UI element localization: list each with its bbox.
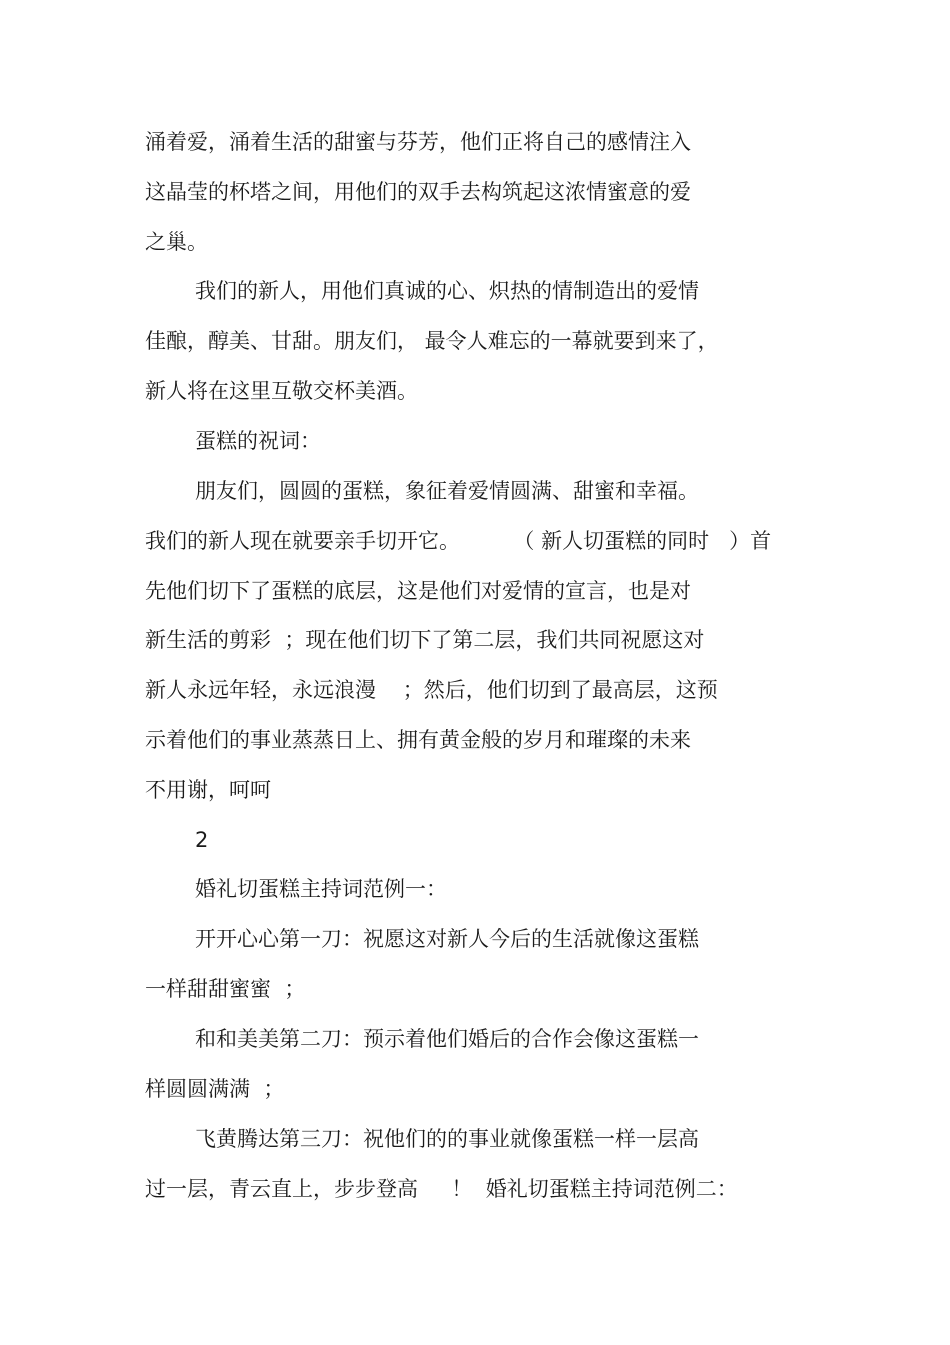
text-line: 先他们切下了蛋糕的底层，这是他们对爱情的宣言，也是对: [145, 579, 691, 603]
text-line: 佳酿，醇美、甘甜。朋友们， 最令人难忘的一幕就要到来了，: [145, 329, 719, 353]
text-line: 示着他们的事业蒸蒸日上、拥有黄金般的岁月和璀璨的未来: [145, 728, 691, 752]
paragraph-start-line: 飞黄腾达第三刀：祝他们的的事业就像蛋糕一样一层高: [195, 1127, 699, 1151]
text-line: 新生活的剪彩 ；现在他们切下了第二层，我们共同祝愿这对: [145, 628, 705, 652]
section-heading-cake-blessing: 蛋糕的祝词：: [195, 429, 321, 453]
paragraph-start-line: 我们的新人，用他们真诚的心、炽热的情制造出的爱情: [195, 279, 699, 303]
text-line: 我们的新人现在就要亲手切开它。 （ 新人切蛋糕的同时 ）首: [145, 529, 772, 553]
section-heading-example-one: 婚礼切蛋糕主持词范例一：: [195, 877, 447, 901]
paragraph-start-line: 朋友们，圆圆的蛋糕，象征着爱情圆满、甜蜜和幸福。: [195, 479, 699, 503]
text-line: 样圆圆满满 ；: [145, 1077, 285, 1101]
text-line: 新人将在这里互敬交杯美酒。: [145, 379, 418, 403]
text-line: 这晶莹的杯塔之间，用他们的双手去构筑起这浓情蜜意的爱: [145, 180, 691, 204]
text-line: 涌着爱，涌着生活的甜蜜与芬芳，他们正将自己的感情注入: [145, 130, 691, 154]
text-line: 一样甜甜蜜蜜 ；: [145, 977, 306, 1001]
text-line: 过一层，青云直上，步步登高 ！ 婚礼切蛋糕主持词范例二：: [145, 1177, 738, 1201]
section-number: 2: [195, 828, 209, 852]
text-line: 之巢。: [145, 230, 208, 254]
text-line: 新人永远年轻，永远浪漫 ；然后，他们切到了最高层，这预: [145, 678, 718, 702]
paragraph-start-line: 和和美美第二刀：预示着他们婚后的合作会像这蛋糕一: [195, 1027, 699, 1051]
paragraph-start-line: 开开心心第一刀：祝愿这对新人今后的生活就像这蛋糕: [195, 927, 699, 951]
text-line: 不用谢，呵呵: [145, 778, 271, 802]
